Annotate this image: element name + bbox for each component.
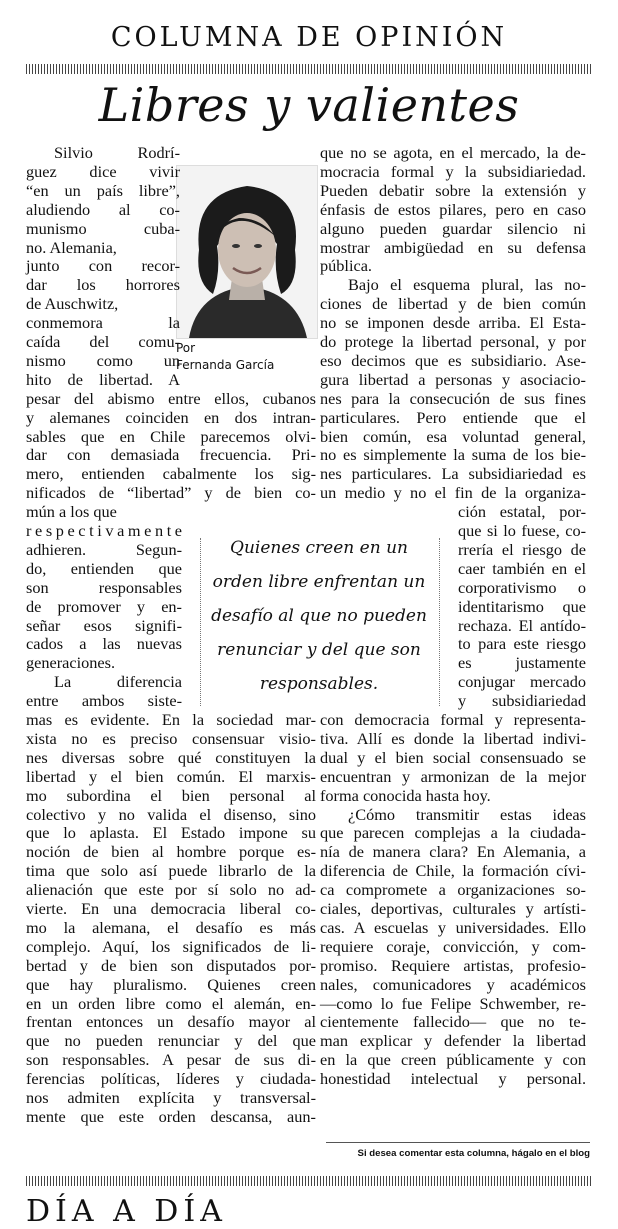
article-line: nificados de “libertad” y de bien co- — [26, 483, 316, 503]
article-line: señar esos signifi- — [26, 615, 183, 635]
article-line: en la que creen públicamente y con — [320, 1050, 586, 1070]
article-line: un medio y no el fin de la organiza- — [320, 483, 587, 503]
hatch-divider-bottom — [26, 1176, 592, 1186]
article-line: rechaza. El antído- — [458, 615, 586, 635]
article-line: mente que este orden descansa, aun- — [26, 1106, 316, 1126]
article-line: conmemora la — [26, 313, 181, 333]
byline-author: Fernanda García — [176, 358, 275, 372]
article-line: que no se agota, en el mercado, la de- — [320, 143, 586, 162]
article-line: man explicar y defender la libertad — [320, 1031, 586, 1051]
article-line: Bajo el esquema plural, las no- — [348, 275, 586, 295]
article-line: diferencia de Chile, la formación cívi- — [320, 861, 586, 881]
blog-comment-note: Si desea comentar esta columna, hágalo en el blog — [357, 1148, 590, 1159]
article-line: —como lo fue Felipe Schwember, re- — [320, 993, 586, 1013]
next-section-title: DÍA A DÍA — [26, 1194, 227, 1229]
pull-quote-line: responsables. — [259, 674, 379, 694]
article-line: mún a los que — [26, 502, 117, 522]
article-line: cados a las nuevas — [26, 634, 182, 654]
article-line: xista no es preciso consensuar visio- — [26, 728, 316, 748]
article-line: alguno pueden guardar silencio ni — [320, 218, 586, 238]
article-line: no se imponen desde arriba. El Esta- — [320, 313, 586, 333]
article-line: La diferencia — [54, 672, 182, 692]
article-line: tiva. Allí es donde la libertad indivi- — [320, 728, 586, 748]
article-line: guez dice vivir — [26, 161, 181, 181]
article-line: encuentran y armonizan de la mejor — [320, 766, 587, 786]
pull-quote-line: Quienes creen en un — [230, 538, 408, 558]
article-line: con democracia formal y representa- — [320, 710, 586, 729]
article-line: caída del comu- — [26, 332, 181, 351]
article-line: sables que en Chile parecemos olvi- — [26, 426, 316, 446]
article-line: nes particulares. La subsidiariedad es — [320, 464, 586, 484]
article-line: respectivamente — [26, 521, 186, 540]
article-line: vierte. En una democracia liberal co- — [26, 899, 316, 918]
article-line: “en un país libre”, — [26, 180, 180, 200]
article-line: en un orden libre como el alemán, en- — [26, 993, 317, 1013]
article-line: forma conocida hasta hoy. — [320, 785, 491, 805]
article-line: ca compromete a organizaciones so- — [320, 880, 586, 900]
article-line: ¿Cómo transmitir estas ideas — [348, 804, 586, 824]
article-line: mas es evidente. En la sociedad mar- — [26, 710, 317, 729]
pull-quote-line: orden libre enfrentan un — [212, 572, 426, 592]
article-line: cas. A escuelas y universidades. Ello — [320, 917, 586, 937]
article-line: noción de bien al hombre porque es- — [26, 842, 317, 862]
article-line: es justamente — [458, 653, 586, 673]
article-line: y subsidiariedad — [458, 691, 586, 711]
article-line: no es simplemente la suma de los bie- — [320, 445, 587, 465]
pull-quote-line: desafío al que no pueden — [211, 606, 427, 626]
article-line: ciales, deportivas, culturales y artísti- — [320, 899, 586, 918]
article-line: mostrar ambigüedad en su defensa — [320, 237, 586, 257]
article-line: promiso. Requiere artistas, profesio- — [320, 955, 586, 975]
article-line: conjugar mercado — [458, 672, 586, 692]
article-line: cientemente fallecido— que no te- — [320, 1012, 587, 1032]
article-line: mocracia formal y la subsidiariedad. — [320, 161, 586, 181]
article-line: gura libertad a personas y asociacio- — [320, 369, 586, 389]
article-line: que no pueden renunciar y del que — [26, 1031, 316, 1051]
article-line: entre ambos siste- — [26, 691, 182, 711]
author-photo — [176, 165, 318, 339]
article-line: to para este riesgo — [458, 634, 586, 654]
article-line: identitarismo que — [458, 596, 586, 616]
article-line: alienación que este por sí solo no ad- — [26, 880, 316, 900]
article-line: caer también en el — [458, 558, 586, 578]
article-line: dar los horrores — [26, 275, 180, 295]
article-line: énfasis de estos pilares, pero en caso — [320, 199, 586, 219]
article-line: de promover y en- — [26, 596, 182, 616]
article-line: son responsables — [26, 577, 182, 597]
article-line: que si lo fuese, co- — [458, 521, 587, 540]
article-line: ción estatal, por- — [458, 502, 586, 522]
article-line: son responsables. A pesar de sus di- — [26, 1050, 317, 1070]
byline-prefix: Por — [176, 341, 196, 355]
article-line: pesar del abismo entre ellos, cubanos — [26, 388, 316, 408]
article-line: generaciones. — [26, 653, 116, 673]
article-line: que hay pluralismo. Quienes creen — [26, 974, 317, 994]
article-line: requiere coraje, convicción, y com- — [320, 936, 586, 956]
article-line: do, entienden que — [26, 558, 182, 578]
article-line: adhieren. Segun- — [26, 539, 183, 559]
article-line: nes para la consecución de sus fines — [320, 388, 586, 408]
article-line: dual y el bien social consensuado se — [320, 747, 587, 767]
hatch-divider-top — [26, 64, 592, 74]
article-line: que lo aplasta. El Estado impone su — [26, 823, 316, 843]
article-line: particulares. Pero entiende que el — [320, 407, 586, 427]
article-line: que parecen complejas a la ciudada- — [320, 823, 586, 843]
article-line: nos admiten explícita y transversal- — [26, 1088, 317, 1107]
article-line: ciones de libertad y de bien común — [320, 294, 587, 314]
article-line: ferencias políticas, líderes y ciudada- — [26, 1069, 317, 1089]
article-line: nales, comunicadores y académicos — [320, 974, 586, 994]
article-line: nía de manera clara? En Alemania, a — [320, 842, 586, 862]
article-line: nismo como un — [26, 350, 180, 370]
article-line: aludiendo al co- — [26, 199, 180, 219]
article-line: corporativismo o — [458, 577, 587, 597]
article-line: Pueden debatir sobre la extensión y — [320, 180, 586, 200]
article-line: nes diversas sobre qué constituyen la — [26, 747, 316, 767]
article-line: Silvio Rodrí- — [54, 143, 180, 162]
article-line: libertad y el bien común. El marxis- — [26, 766, 316, 786]
article-line: honestidad intelectual y personal. — [320, 1069, 587, 1089]
article-line: complejo. Aquí, los significados de li- — [26, 936, 317, 956]
article-line: bertad y de bien son disputados por- — [26, 955, 317, 975]
article-line: rrería el riesgo de — [458, 539, 587, 559]
section-title: COLUMNA DE OPINIÓN — [110, 22, 508, 53]
headline: Libres y valientes — [98, 78, 520, 132]
pull-quote-line: renunciar y del que son — [217, 640, 421, 660]
article-line: mero, entienden cabalmente los sig- — [26, 464, 316, 484]
article-line: frentan entonces un desafío mayor al — [26, 1012, 317, 1032]
article-line: no. Alemania, — [26, 237, 117, 257]
article-line: hito de libertad. A — [26, 369, 181, 389]
article-line: y alemanes coinciden en dos intran- — [26, 407, 316, 427]
article-line: eso decimos que es subsidiario. Ase- — [320, 350, 586, 370]
article-line: mo subordina el bien personal al — [26, 785, 317, 805]
article-line: do protege la libertad personal, y por — [320, 332, 586, 351]
article-line: mo la alemana, el desafío es más — [26, 917, 316, 937]
article-line: munismo cuba- — [26, 218, 180, 238]
article-line: de Auschwitz, — [26, 294, 119, 314]
article-line: tima que solo así puede librarlo de la — [26, 861, 316, 881]
article-line: pública. — [320, 256, 372, 276]
article-line: dar con demasiada frecuencia. Pri- — [26, 445, 317, 465]
footer-rule — [326, 1142, 590, 1143]
article-line: junto con recor- — [26, 256, 180, 276]
article-line: bien común, esa voluntad general, — [320, 426, 586, 446]
article-line: colectivo y no valida el disenso, sino — [26, 804, 317, 824]
